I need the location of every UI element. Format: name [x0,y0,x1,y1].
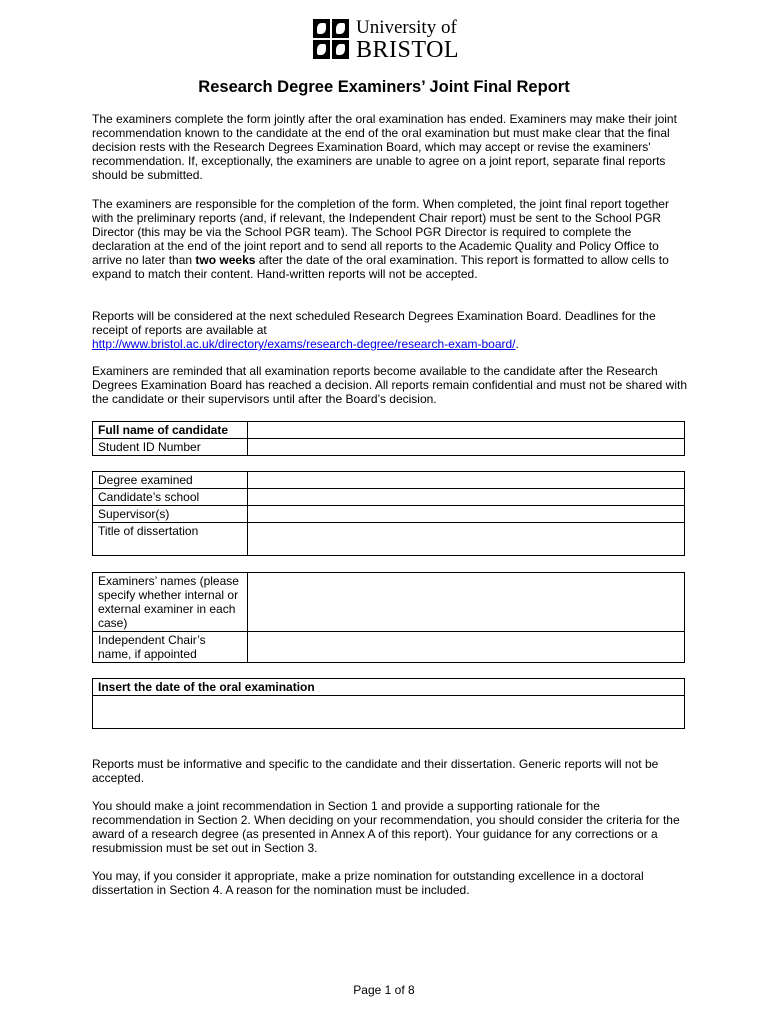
full-name-label: Full name of candidate [93,422,248,439]
chair-label: Independent Chair’s name, if appointed [93,632,248,663]
university-crest-icon [312,18,350,60]
intro-paragraph-2 [92,197,692,281]
intro-paragraph-3 [92,309,692,351]
logo-line-1: University of [356,17,457,38]
supervisor-field[interactable] [248,506,685,523]
examiners-table [92,572,685,663]
table-row [93,506,685,523]
university-logo [312,16,459,62]
table-row [93,679,685,696]
logo-line-2: BRISTOL [356,37,460,63]
candidate-table [92,421,685,456]
chair-field[interactable] [248,632,685,663]
examiners-label: Examiners’ names (please specify whether internal or external examiner in each case) [93,573,248,632]
student-id-label: Student ID Number [93,439,248,456]
guidance-paragraph-1: Reports must be informative and specific to the candidate and their dissertation. Generic reports will not be accepted. [92,757,659,785]
intro-paragraph-2-text-end: after the date of the oral examination. This report is formatted to allow cells to expand to match their content. Hand-written reports will not be accepted. [92,253,669,281]
table-row [93,422,685,439]
oral-date-label: Insert the date of the oral examination [93,679,685,696]
full-name-field[interactable] [248,422,685,439]
intro-paragraph-3-text: Reports will be considered at the next scheduled Research Degrees Examination Board. Deadlines for the receipt of reports are available at [92,309,656,337]
dissertation-label: Title of dissertation [93,523,248,556]
intro-paragraph-2-text: The examiners are responsible for the completion of the form. When completed, the joint final report together with the preliminary reports (and, if relevant, the Independent Chair report) must be sent to the School PGR Director (this may be via the School PGR team). The School PGR Director is required to complete the declaration at the end of the joint report and to send all reports to the Academic Quality and Policy Office to arrive no later than [92,197,669,267]
intro-paragraph-4: Examiners are reminded that all examination reports become available to the candidate after the Research Degrees Examination Board has reached a decision. All reports remain confidential and must not be shared with the candidate or their supervisors until after the Board’s decision. [92,364,688,406]
page-title: Research Degree Examiners’ Joint Final Report [198,78,570,96]
supervisor-label: Supervisor(s) [93,506,248,523]
intro-paragraph-1: The examiners complete the form jointly after the oral examination has ended. Examiners may make their joint recommendation known to the candidate at the end of the oral examination but must make clear that the final decision rests with the Research Degrees Examination Board, which may accept or revise the examiners' recommendation. If, exceptionally, the examiners are unable to agree on a joint report, separate final reports should be submitted. [92,112,677,182]
page-number: Page 1 of 8 [353,983,415,997]
oral-date-field[interactable] [93,696,685,729]
guidance-paragraph-3: You may, if you consider it appropriate, make a prize nomination for outstanding excellence in a doctoral dissertation in Section 4. A reason for the nomination must be included. [92,869,644,897]
table-row [93,632,685,663]
degree-table [92,471,685,556]
exam-board-link[interactable]: http://www.bristol.ac.uk/directory/exams/research-degree/research-exam-board/ [92,337,516,351]
deadline-emphasis: two weeks [195,253,256,267]
table-row [93,696,685,729]
table-row [93,439,685,456]
logo-wordmark [356,16,459,62]
table-row [93,489,685,506]
school-field[interactable] [248,489,685,506]
table-row [93,472,685,489]
degree-field[interactable] [248,472,685,489]
oral-date-table [92,678,685,729]
school-label: Candidate’s school [93,489,248,506]
table-row [93,523,685,556]
student-id-field[interactable] [248,439,685,456]
degree-label: Degree examined [93,472,248,489]
intro-paragraph-3-end: . [515,337,519,351]
guidance-paragraph-2: You should make a joint recommendation in Section 1 and provide a supporting rationale for the recommendation in Section 2. When deciding on your recommendation, you should consider the criteria for the award of a research degree (as presented in Annex A of this report). Your guidance for any corrections or a resubmission must be set out in Section 3. [92,799,680,855]
dissertation-field[interactable] [248,523,685,556]
examiners-field[interactable] [248,573,685,632]
table-row [93,573,685,632]
